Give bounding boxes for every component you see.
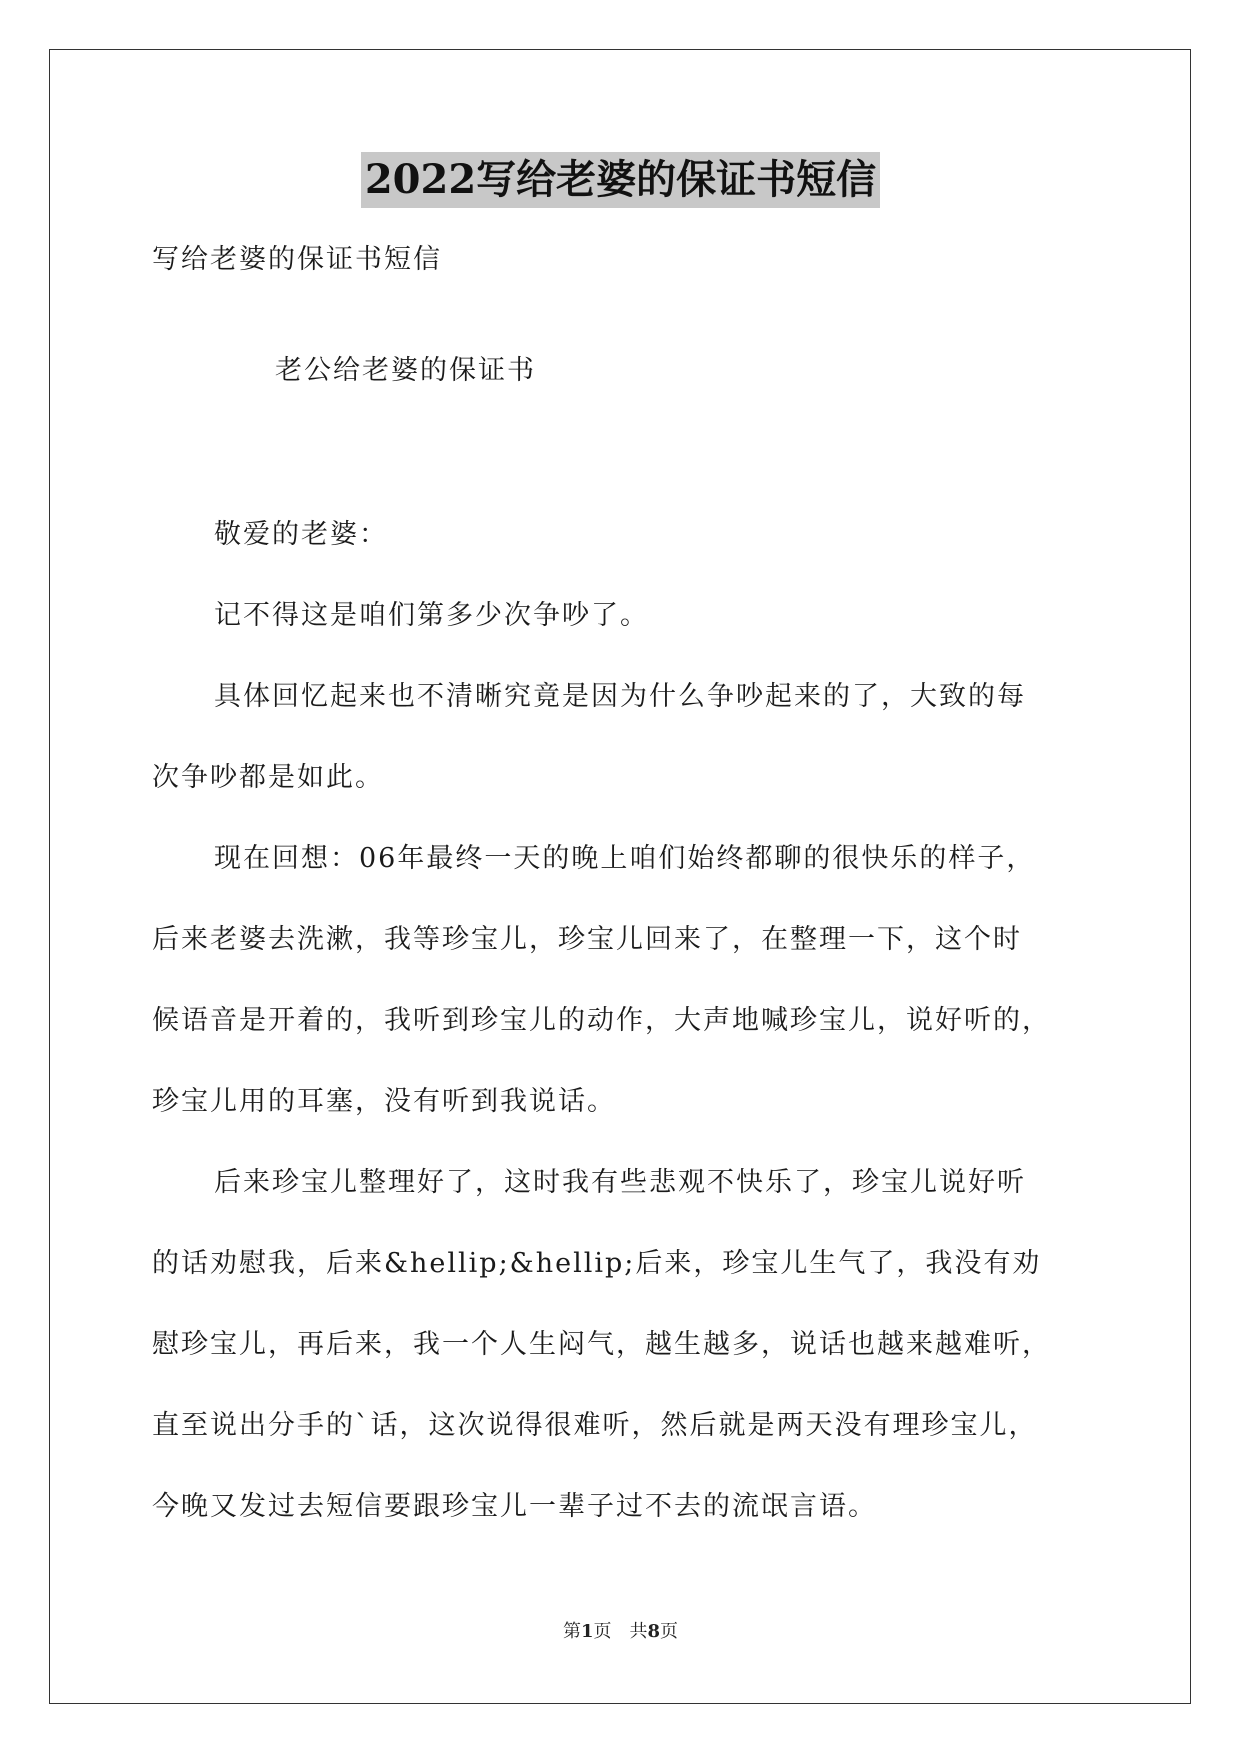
salutation: 敬爱的老婆： (214, 519, 388, 550)
paragraph-line: 的话劝慰我，后来&hellip;&hellip;后来，珍宝儿生气了，我没有劝 (152, 1248, 1042, 1279)
paragraph-line: 次争吵都是如此。 (152, 762, 384, 793)
paragraph-line: 珍宝儿用的耳塞，没有听到我说话。 (152, 1086, 616, 1117)
paragraph-line: 后来珍宝儿整理好了，这时我有些悲观不快乐了，珍宝儿说好听 (214, 1167, 1026, 1198)
document-title (0, 152, 1241, 208)
paragraph-line: 直至说出分手的`话，这次说得很难听，然后就是两天没有理珍宝儿， (152, 1410, 1038, 1441)
page-suffix: 页 (660, 1621, 679, 1642)
paragraph-line: 记不得这是咱们第多少次争吵了。 (214, 600, 649, 631)
paragraph-line: 慰珍宝儿，再后来，我一个人生闷气，越生越多，说话也越来越难听， (152, 1329, 1051, 1360)
paragraph-line: 现在回想：06年最终一天的晚上咱们始终都聊的很快乐的样子， (214, 843, 1036, 874)
paragraph-line: 今晚又发过去短信要跟珍宝儿一辈子过不去的流氓言语。 (152, 1491, 877, 1522)
paragraph-line: 候语音是开着的，我听到珍宝儿的动作，大声地喊珍宝儿，说好听的， (152, 1005, 1051, 1036)
page-footer (0, 1620, 1241, 1644)
page-mid: 页 共 (593, 1621, 648, 1642)
document-title-text: 2022写给老婆的保证书短信 (361, 152, 880, 208)
page-prefix: 第 (562, 1621, 581, 1642)
document-heading: 写给老婆的保证书短信 (152, 244, 442, 275)
page-total-number: 8 (647, 1621, 661, 1642)
paragraph-line: 具体回忆起来也不清晰究竟是因为什么争吵起来的了，大致的每 (214, 681, 1026, 712)
paragraph-line: 后来老婆去洗漱，我等珍宝儿，珍宝儿回来了，在整理一下，这个时 (152, 924, 1022, 955)
document-subheading: 老公给老婆的保证书 (275, 355, 536, 386)
page-current-number: 1 (580, 1621, 594, 1642)
